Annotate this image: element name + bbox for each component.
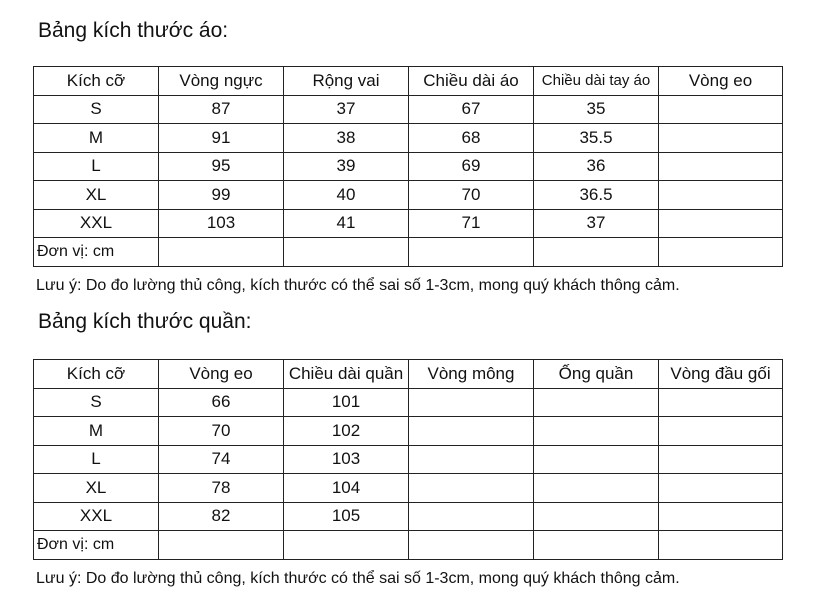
table-cell: 99 [159, 181, 284, 210]
table-cell [159, 238, 284, 267]
table-cell [659, 531, 783, 560]
table-row [34, 445, 783, 474]
table-cell [409, 238, 534, 267]
table-cell: XXL [34, 502, 159, 531]
column-header-knee: Vòng đầu gối [659, 360, 783, 389]
table-cell: 36.5 [534, 181, 659, 210]
table-cell: 38 [284, 124, 409, 153]
table-cell [534, 445, 659, 474]
table-cell: 35.5 [534, 124, 659, 153]
table-cell: 95 [159, 152, 284, 181]
table-cell [534, 417, 659, 446]
column-header-leg-opening: Ống quần [534, 360, 659, 389]
shirt-size-note: Lưu ý: Do đo lường thủ công, kích thước có thể sai số 1-3cm, mong quý khách thông cảm. [36, 277, 680, 294]
table-cell [284, 531, 409, 560]
table-cell: 102 [284, 417, 409, 446]
column-header-size: Kích cỡ [34, 67, 159, 96]
unit-row [34, 238, 783, 267]
table-cell [659, 152, 783, 181]
table-cell: 36 [534, 152, 659, 181]
table-cell: 87 [159, 95, 284, 124]
table-cell: 68 [409, 124, 534, 153]
table-cell: L [34, 152, 159, 181]
table-cell [659, 474, 783, 503]
table-row [34, 95, 783, 124]
table-row [34, 209, 783, 238]
unit-row [34, 531, 783, 560]
column-header-chest: Vòng ngực [159, 67, 284, 96]
table-cell: 70 [159, 417, 284, 446]
table-cell [659, 238, 783, 267]
table-cell [534, 531, 659, 560]
table-cell [409, 474, 534, 503]
table-cell: L [34, 445, 159, 474]
table-cell: 105 [284, 502, 409, 531]
table-cell: 104 [284, 474, 409, 503]
table-cell: S [34, 95, 159, 124]
table-cell [659, 445, 783, 474]
column-header-waist: Vòng eo [159, 360, 284, 389]
table-row [34, 152, 783, 181]
table-cell: 41 [284, 209, 409, 238]
table-cell: 39 [284, 152, 409, 181]
table-cell: 71 [409, 209, 534, 238]
column-header-size: Kích cỡ [34, 360, 159, 389]
table-cell [659, 95, 783, 124]
table-row [34, 417, 783, 446]
column-header-hip: Vòng mông [409, 360, 534, 389]
table-cell [659, 181, 783, 210]
table-cell: XXL [34, 209, 159, 238]
table-cell [409, 388, 534, 417]
table-cell: 103 [159, 209, 284, 238]
table-cell: XL [34, 474, 159, 503]
table-cell: M [34, 417, 159, 446]
table-row [34, 388, 783, 417]
column-header-shoulder: Rộng vai [284, 67, 409, 96]
table-cell: 66 [159, 388, 284, 417]
table-cell: 40 [284, 181, 409, 210]
table-cell [409, 531, 534, 560]
table-row [34, 124, 783, 153]
column-header-pants-length: Chiều dài quần [284, 360, 409, 389]
table-cell [284, 238, 409, 267]
table-cell [659, 388, 783, 417]
table-cell: 101 [284, 388, 409, 417]
table-cell: 91 [159, 124, 284, 153]
column-header-shirt-length: Chiều dài áo [409, 67, 534, 96]
table-cell [409, 445, 534, 474]
shirt-size-table-title: Bảng kích thước áo: [38, 19, 229, 42]
table-cell [659, 502, 783, 531]
table-cell [659, 209, 783, 238]
table-cell: 74 [159, 445, 284, 474]
table-cell: S [34, 388, 159, 417]
table-cell: 69 [409, 152, 534, 181]
table-cell [409, 502, 534, 531]
table-cell [409, 417, 534, 446]
table-cell [534, 238, 659, 267]
table-row [34, 181, 783, 210]
table-cell: 78 [159, 474, 284, 503]
table-cell: 37 [534, 209, 659, 238]
table-header-row [34, 360, 783, 389]
table-row [34, 502, 783, 531]
table-cell [659, 417, 783, 446]
table-cell [534, 474, 659, 503]
pants-size-table-title: Bảng kích thước quần: [38, 310, 252, 333]
column-header-sleeve-length: Chiều dài tay áo [534, 67, 659, 96]
column-header-waist: Vòng eo [659, 67, 783, 96]
table-cell: 67 [409, 95, 534, 124]
table-cell: 37 [284, 95, 409, 124]
table-cell: XL [34, 181, 159, 210]
table-cell: 70 [409, 181, 534, 210]
table-cell: 82 [159, 502, 284, 531]
table-header-row [34, 67, 783, 96]
table-cell [534, 502, 659, 531]
unit-label: Đơn vị: cm [34, 238, 159, 267]
unit-label: Đơn vị: cm [34, 531, 159, 560]
table-cell: 35 [534, 95, 659, 124]
table-cell: 103 [284, 445, 409, 474]
table-row [34, 474, 783, 503]
table-cell [159, 531, 284, 560]
table-cell [534, 388, 659, 417]
table-cell [659, 124, 783, 153]
pants-size-table [33, 359, 783, 560]
shirt-size-table [33, 66, 783, 267]
table-cell: M [34, 124, 159, 153]
pants-size-note: Lưu ý: Do đo lường thủ công, kích thước có thể sai số 1-3cm, mong quý khách thông cảm. [36, 570, 680, 587]
